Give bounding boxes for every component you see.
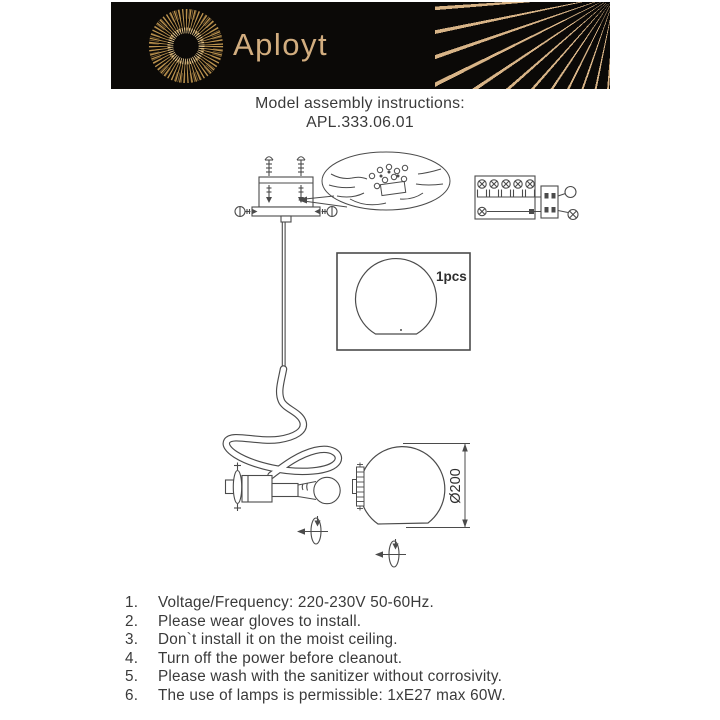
instruction-text: Voltage/Frequency: 220-230V 50-60Hz. [158, 594, 434, 611]
instruction-item [125, 687, 506, 706]
instruction-item [125, 650, 506, 669]
shade-diameter-label: Ø200 [448, 468, 464, 504]
instruction-item [125, 613, 506, 632]
instruction-text: Don`t install it on the moist ceiling. [158, 631, 398, 649]
instruction-number: 6. [125, 686, 139, 704]
instruction-list [125, 594, 506, 706]
instruction-text: The use of lamps is permissible: 1xE27 max 60W. [158, 686, 506, 704]
instruction-number: 1. [125, 594, 139, 611]
instruction-number: 5. [125, 668, 139, 686]
glass-shade [353, 447, 445, 524]
light-bulb [298, 477, 340, 503]
instruction-text: Turn off the power before cleanout. [158, 649, 403, 667]
instruction-number: 2. [125, 612, 139, 630]
wiring-diagram [475, 176, 578, 220]
pendant-fixture [226, 222, 341, 511]
instruction-item [125, 594, 506, 613]
ceiling-mount [235, 157, 337, 222]
wiring-callout [298, 152, 450, 210]
instruction-number: 3. [125, 631, 139, 649]
title-line: Model assembly instructions: [255, 95, 465, 112]
instruction-text: Please wear gloves to install. [158, 612, 362, 630]
parts-quantity-label: 1pcs [436, 269, 467, 284]
brand-name: Aployt [233, 27, 329, 62]
instruction-item [125, 668, 506, 687]
rotate-to-install-icon [375, 539, 406, 567]
instruction-item [125, 631, 506, 650]
rotate-to-install-icon [297, 516, 328, 544]
shade-parts-box [337, 253, 470, 350]
instruction-number: 4. [125, 649, 139, 667]
model-number: APL.333.06.01 [306, 113, 414, 131]
instruction-text: Please wash with the sanitizer without corrosivity. [158, 668, 503, 686]
